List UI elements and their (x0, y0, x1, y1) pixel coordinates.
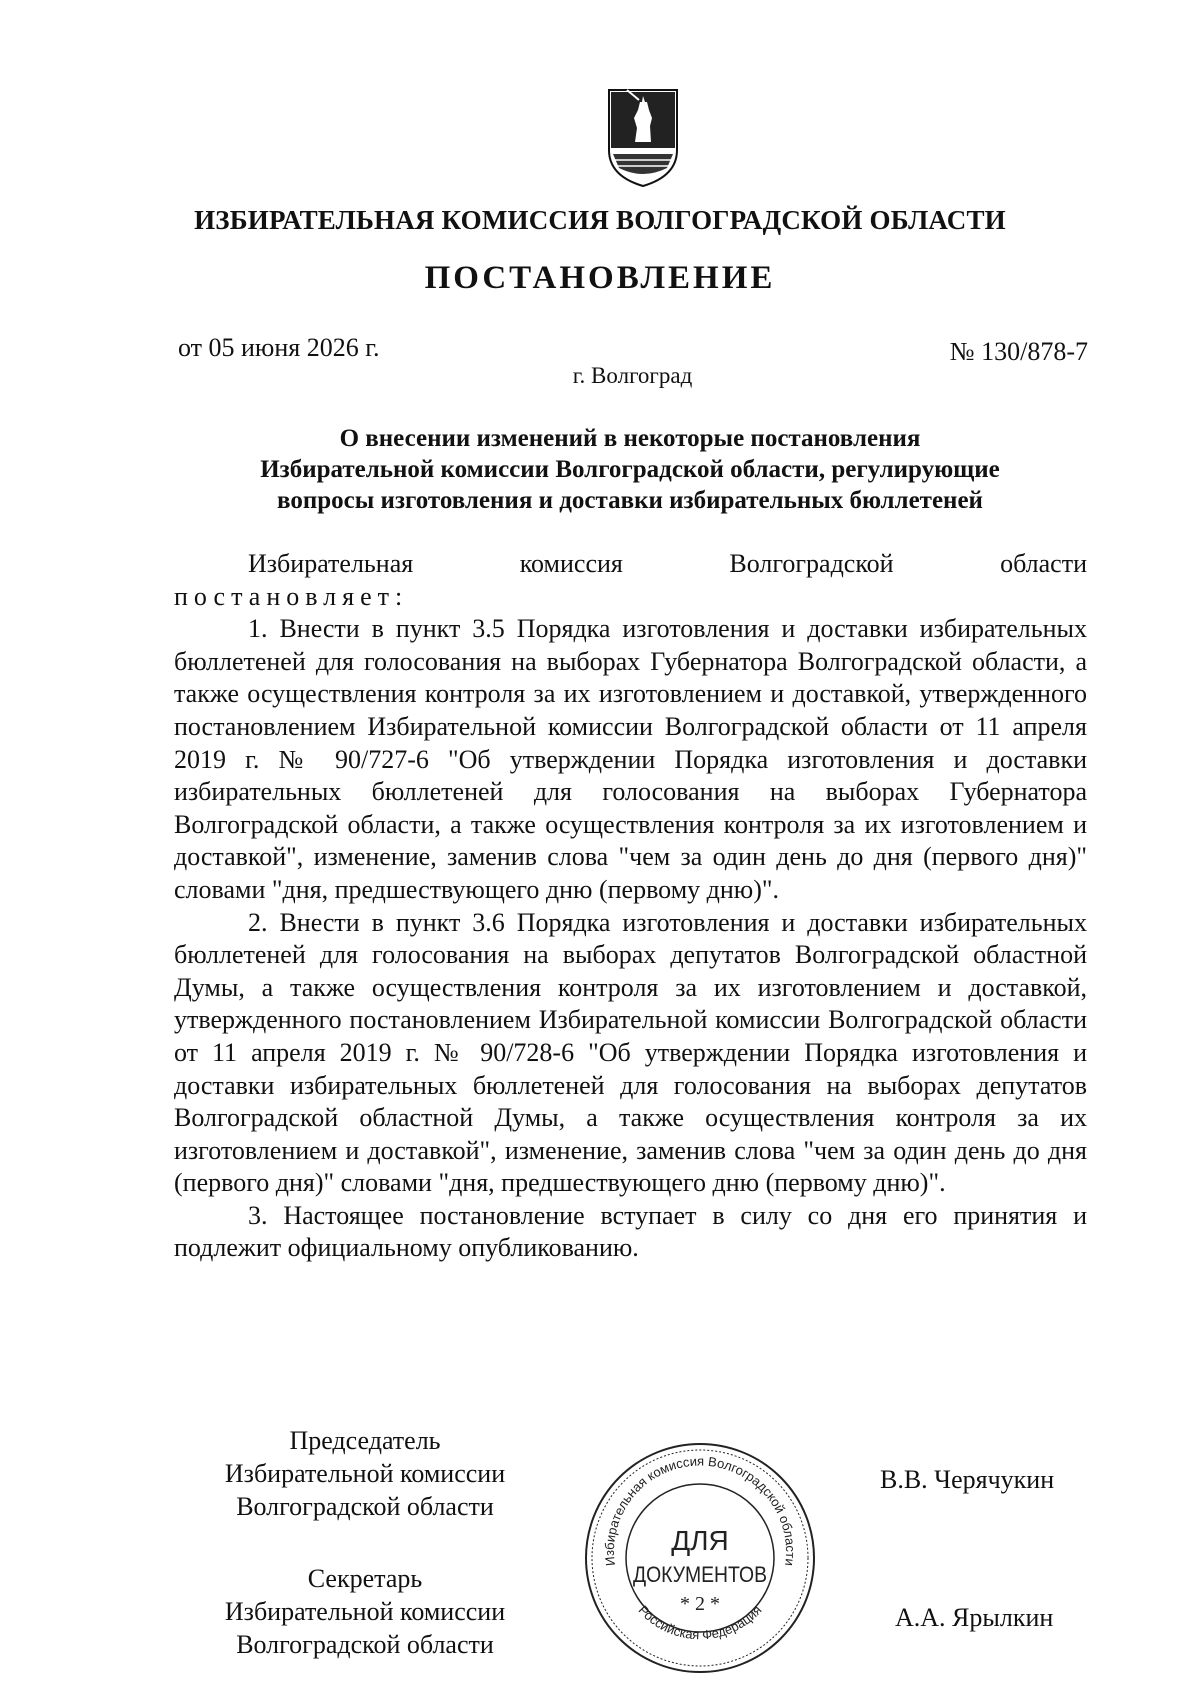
preamble-text: Избирательная комиссия Волгоградской области (248, 549, 1087, 578)
chair-title-line-3: Волгоградской области (236, 1492, 494, 1521)
document-number: № 130/878-7 (949, 337, 1088, 366)
preamble (174, 548, 1087, 581)
title-line-1: О внесении изменений в некоторые постановления (339, 425, 921, 452)
chair-title-line-2: Избирательной комиссии (224, 1459, 506, 1488)
title-line-3: вопросы изготовления и доставки избирательных бюллетеней (277, 487, 983, 514)
secretary-signature-block (200, 1562, 530, 1661)
stamp-ring-bottom-text: Российская Федерация (635, 1602, 765, 1643)
secretary-title-line-3: Волгоградской области (236, 1630, 494, 1659)
stamp-ring-top-text: Избирательная комиссия Волгоградской области (601, 1453, 799, 1567)
resolves-text: постановляет: (174, 581, 409, 611)
document-date: от 05 июня 2026 г. (178, 333, 380, 362)
coat-of-arms-emblem (607, 88, 679, 188)
document-city: г. Волгоград (572, 363, 693, 388)
stamp-center-line-2: ДОКУМЕНТОВ (633, 1562, 767, 1587)
chair-title-line-1: Председатель (289, 1426, 441, 1455)
stamp-center-line-3: * 2 * (680, 1593, 720, 1615)
title-line-2: Избирательной комиссии Волгоградской области, регулирующие (260, 456, 1000, 483)
organization-name: ИЗБИРАТЕЛЬНАЯ КОМИССИЯ ВОЛГОГРАДСКОЙ ОБЛАСТИ (194, 205, 1006, 235)
chair-name: В.В. Черячукин (880, 1465, 1055, 1494)
resolves (174, 581, 1087, 614)
secretary-name: А.А. Ярылкин (895, 1603, 1054, 1632)
chair-signature-block (200, 1424, 530, 1523)
item-2: 2. Внести в пункт 3.6 Порядка изготовления и доставки избирательных бюллетеней для голосования на выборах депутатов Волгоградской областной Думы, а также осуществления контроля за их изготовлением и доставкой, утвержденного постановлением Избирательной комиссии Волгоградской области от 11 апреля 2019 г. № 90/728-6 "Об утверждении Порядка изготовления и доставки избирательных бюллетеней для голосования на выборах депутатов Волгоградской областной Думы, а также осуществления контроля за их изготовлением и доставкой", изменение, заменив слова "чем за один день до дня (первого дня)" словами "дня, предшествующего дню (первому дню)". (174, 907, 1087, 1198)
stamp-center-line-1: ДЛЯ (671, 1525, 729, 1556)
secretary-title-line-1: Секретарь (307, 1564, 423, 1593)
item-1: 1. Внести в пункт 3.5 Порядка изготовления и доставки избирательных бюллетеней для голосования на выборах Губернатора Волгоградской области, а также осуществления контроля за их изготовлением и доставкой, утвержденного постановлением Избирательной комиссии Волгоградской области от 11 апреля 2019 г. № 90/727-6 "Об утверждении Порядка изготовления и доставки избирательных бюллетеней для голосования на выборах Губернатора Волгоградской области, а также осуществления контроля за их изготовлением и доставкой", изменение, заменив слова "чем за один день до дня (первого дня)" словами "дня, предшествующего дню (первому дню)". (174, 614, 1087, 904)
secretary-title-line-2: Избирательной комиссии (224, 1597, 506, 1626)
document-body (174, 548, 1087, 1265)
item-3: 3. Настоящее постановление вступает в силу со дня его принятия и подлежит официальному опубликованию. (174, 1200, 1087, 1263)
official-stamp (580, 1438, 820, 1678)
document-title (160, 423, 1100, 516)
document-type: ПОСТАНОВЛЕНИЕ (424, 260, 776, 296)
